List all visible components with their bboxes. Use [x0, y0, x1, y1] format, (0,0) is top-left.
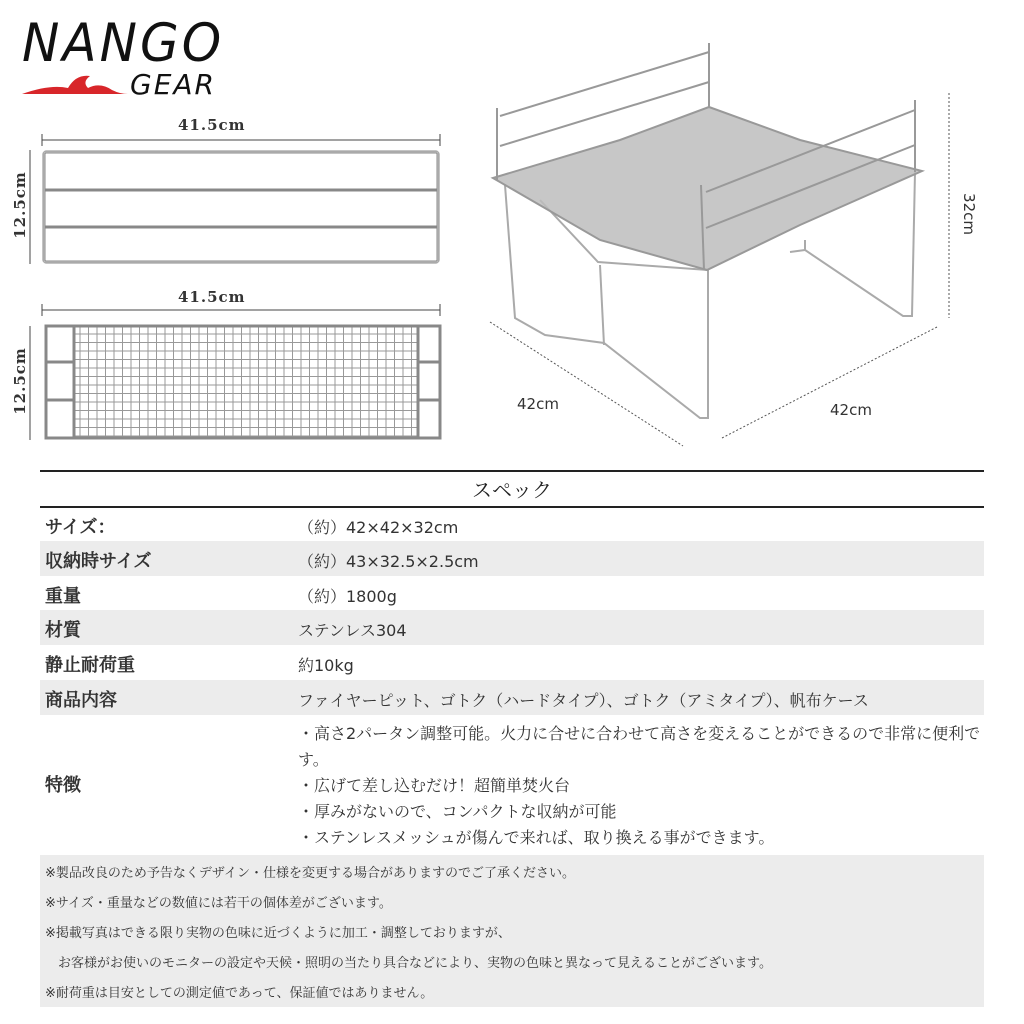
product-depth-label: 42cm: [517, 395, 559, 413]
spec-value: ファイヤーピット、ゴトク（ハードタイプ）、ゴトク（アミタイプ）、帆布ケース: [298, 691, 869, 710]
mesh-grill-height-label: 12.5cm: [10, 347, 29, 415]
spec-value: （約）43×32.5×2.5cm: [298, 552, 479, 571]
note-line: お客様がお使いのモニターの設定や天候・照明の当たり具合などにより、実物の色味と異なって見えることがございます。: [45, 956, 772, 971]
note-line: ※掲載写真はできる限り実物の色味に近づくように加工・調整しておりますが、: [45, 926, 511, 941]
feature-line: ・ステンレスメッシュが傷んで来れば、取り換える事ができます。: [298, 828, 775, 847]
spec-row-size: [40, 508, 984, 541]
spec-title: スペック: [40, 470, 984, 508]
spec-value: 約10kg: [298, 656, 354, 675]
spec-row-load: [40, 645, 984, 680]
spec-label: 重量: [45, 586, 81, 607]
spec-value: ステンレス304: [298, 621, 407, 640]
spec-row-weight: [40, 576, 984, 610]
logo-text-gear: GEAR: [130, 68, 216, 101]
note-line: ※サイズ・重量などの数値には若干の個体差がございます。: [45, 896, 392, 911]
feature-line: ・高さ2パータン調整可能。火力に合せに合わせて高さを変えることができるので非常に便利です。: [298, 724, 981, 769]
spec-label: 商品内容: [45, 690, 117, 711]
note-line: ※製品改良のため予告なくデザイン・仕様を変更する場合がありますのでご了承ください。: [45, 866, 575, 881]
product-width-label: 42cm: [830, 401, 872, 419]
note-line: ※耐荷重は目安としての測定値であって、保証値ではありません。: [45, 986, 434, 1001]
notes-section: [40, 855, 984, 1007]
feature-line: ・厚みがないので、コンパクトな収納が可能: [298, 802, 617, 821]
hard-grill-width-label: 41.5cm: [178, 116, 246, 134]
spec-label: 静止耐荷重: [45, 655, 135, 676]
spec-label: 特徴: [45, 775, 81, 796]
spec-value: （約）42×42×32cm: [298, 518, 459, 537]
spec-row-storage-size: [40, 541, 984, 576]
mesh-grill-width-label: 41.5cm: [178, 288, 246, 306]
spec-label: 収納時サイズ: [45, 551, 152, 572]
fire-pit-drawing: [0, 0, 1024, 460]
spec-row-material: [40, 610, 984, 645]
spec-row-features: [40, 715, 984, 855]
spec-label: 材質: [45, 620, 81, 641]
product-height-label: 32cm: [959, 193, 978, 235]
hard-grill-height-label: 12.5cm: [10, 171, 29, 239]
feature-line: ・広げて差し込むだけ！超簡単焚火台: [298, 776, 571, 795]
spec-row-contents: [40, 680, 984, 715]
logo-text-nango: NANGO: [22, 12, 225, 74]
spec-value: （約）1800g: [298, 587, 397, 606]
spec-label: サイズ：: [45, 517, 116, 538]
